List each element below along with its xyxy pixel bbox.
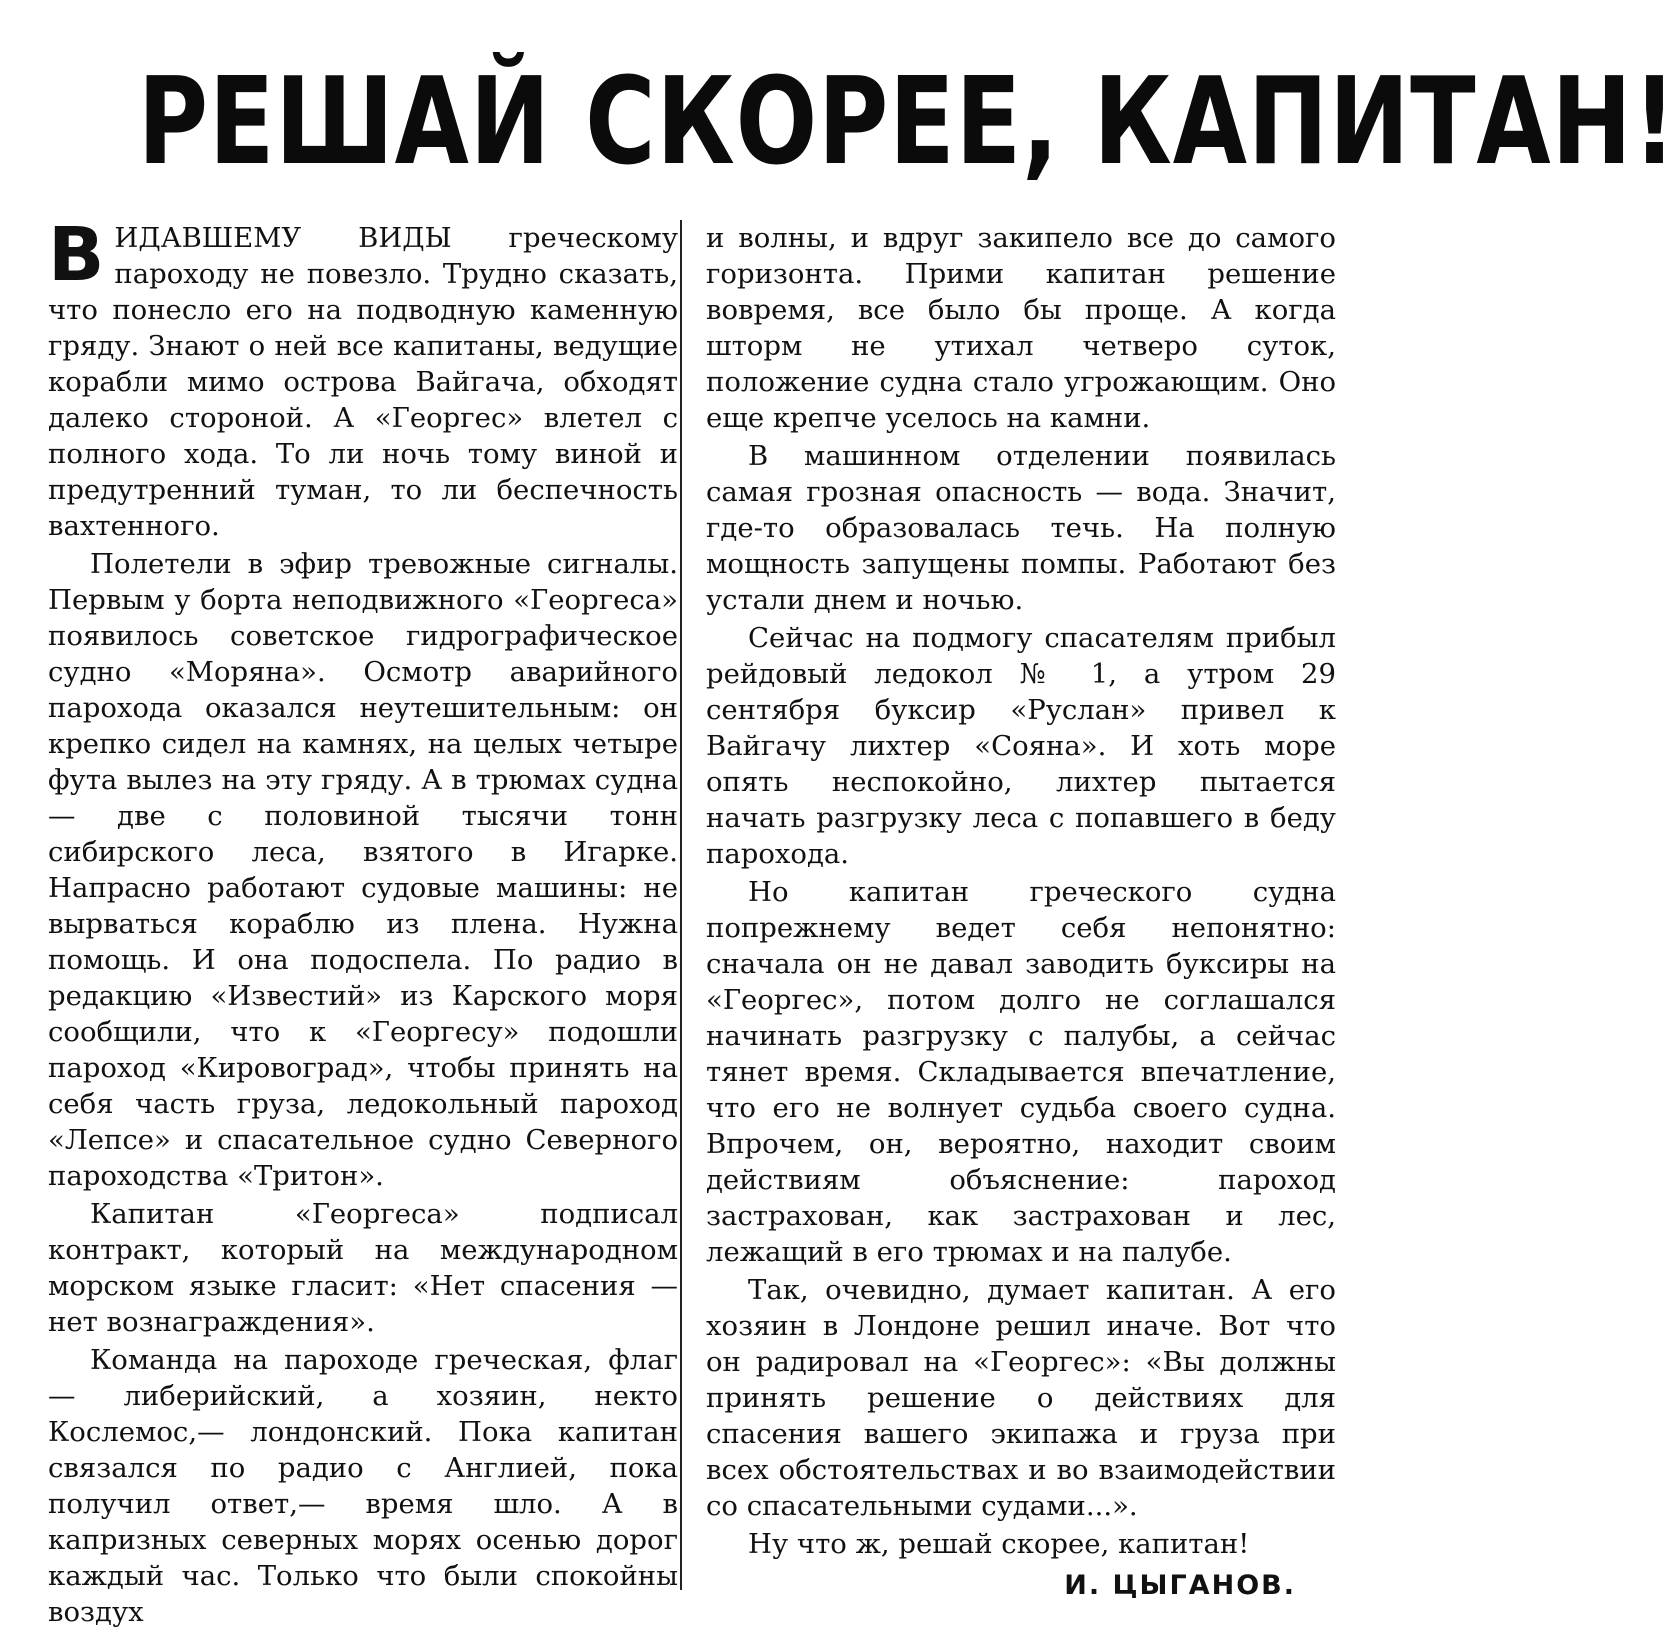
author-signature: И. ЦЫГАНОВ. xyxy=(1064,1570,1296,1601)
article-headline: РЕШАЙ СКОРЕЕ, КАПИТАН! xyxy=(137,53,1677,192)
article-column-left xyxy=(48,212,678,1632)
article-paragraph xyxy=(48,212,678,544)
article-paragraph: Полетели в эфир тревожные сигналы. Первым у борта неподвижного «Георгеса» появилось советское гидрографическое судно «Моряна». Осмотр аварийного парохода оказался неутешительным: он крепко сидел на камнях, на целых четыре фута вылез на эту гряду. А в трюмах судна — две с половиной тысячи тонн сибирского леса, взятого в Игарке. Напрасно работают судовые машины: не вырваться кораблю из плена. Нужна помощь. И она подоспела. По радио в редакцию «Известий» из Карского моря сообщили, что к «Георгесу» подошли пароход «Кировоград», чтобы принять на себя часть груза, ледокольный пароход «Лепсе» и спасательное судно Северного пароходства «Тритон». xyxy=(48,548,678,1192)
article-paragraph: Команда на пароходе греческая, флаг — либерийский, а хозяин, некто Кослемос,— лондонский. Пока капитан связался по радио с Англией, пока получил ответ,— время шло. А в капризных северных морях осенью дорог каждый час. Только что были спокойны воздух xyxy=(48,1344,678,1628)
closing-line: Ну что ж, решай скорее, капитан! xyxy=(748,1528,1250,1560)
column-divider xyxy=(680,220,682,1590)
article-paragraph-continued: и волны, и вдруг закипело все до самого горизонта. Прими капитан решение вовремя, все было бы проще. А когда шторм не утихал четверо суток, положение судна стало угрожающим. Оно еще крепче уселось на камни. xyxy=(706,222,1336,434)
article-column-right xyxy=(706,220,1336,1604)
first-paragraph-text: ИДАВШЕМУ ВИДЫ греческому пароходу не повезло. Трудно сказать, что понесло его на подводную каменную гряду. Знают о ней все капитаны, ведущие корабли мимо острова Вайгача, обходят далеко стороной. А «Георгес» влетел с полного хода. То ли ночь тому виной и предутренний туман, то ли беспечность вахтенного. xyxy=(48,222,678,542)
article-paragraph: В машинном отделении появилась самая грозная опасность — вода. Значит, где-то образовалась течь. На полную мощность запущены помпы. Работают без устали днем и ночью. xyxy=(706,440,1336,616)
article-paragraph: Сейчас на подмогу спасателям прибыл рейдовый ледокол № 1, а утром 29 сентября буксир «Руслан» привел к Вайгачу лихтер «Сояна». И хоть море опять неспокойно, лихтер пытается начать разгрузку леса с попавшего в беду парохода. xyxy=(706,622,1336,870)
article-paragraph: Капитан «Георгеса» подписал контракт, который на международном морском языке гласит: «Нет спасения — нет вознаграждения». xyxy=(48,1198,678,1338)
drop-cap: В xyxy=(48,212,105,298)
article-paragraph: Но капитан греческого судна попрежнему ведет себя непонятно: сначала он не давал заводить буксиры на «Георгес», потом долго не соглашался начинать разгрузку с палубы, а сейчас тянет время. Складывается впечатление, что его не волнует судьба своего судна. Впрочем, он, вероятно, находит своим действиям объяснение: пароход застрахован, как застрахован и лес, лежащий в его трюмах и на палубе. xyxy=(706,876,1336,1268)
article-paragraph: Так, очевидно, думает капитан. А его хозяин в Лондоне решил иначе. Вот что он радировал на «Георгес»: «Вы должны принять решение о действиях для спасения вашего экипажа и груза при всех обстоятельствах и во взаимодействии со спасательными судами...». xyxy=(706,1274,1336,1522)
